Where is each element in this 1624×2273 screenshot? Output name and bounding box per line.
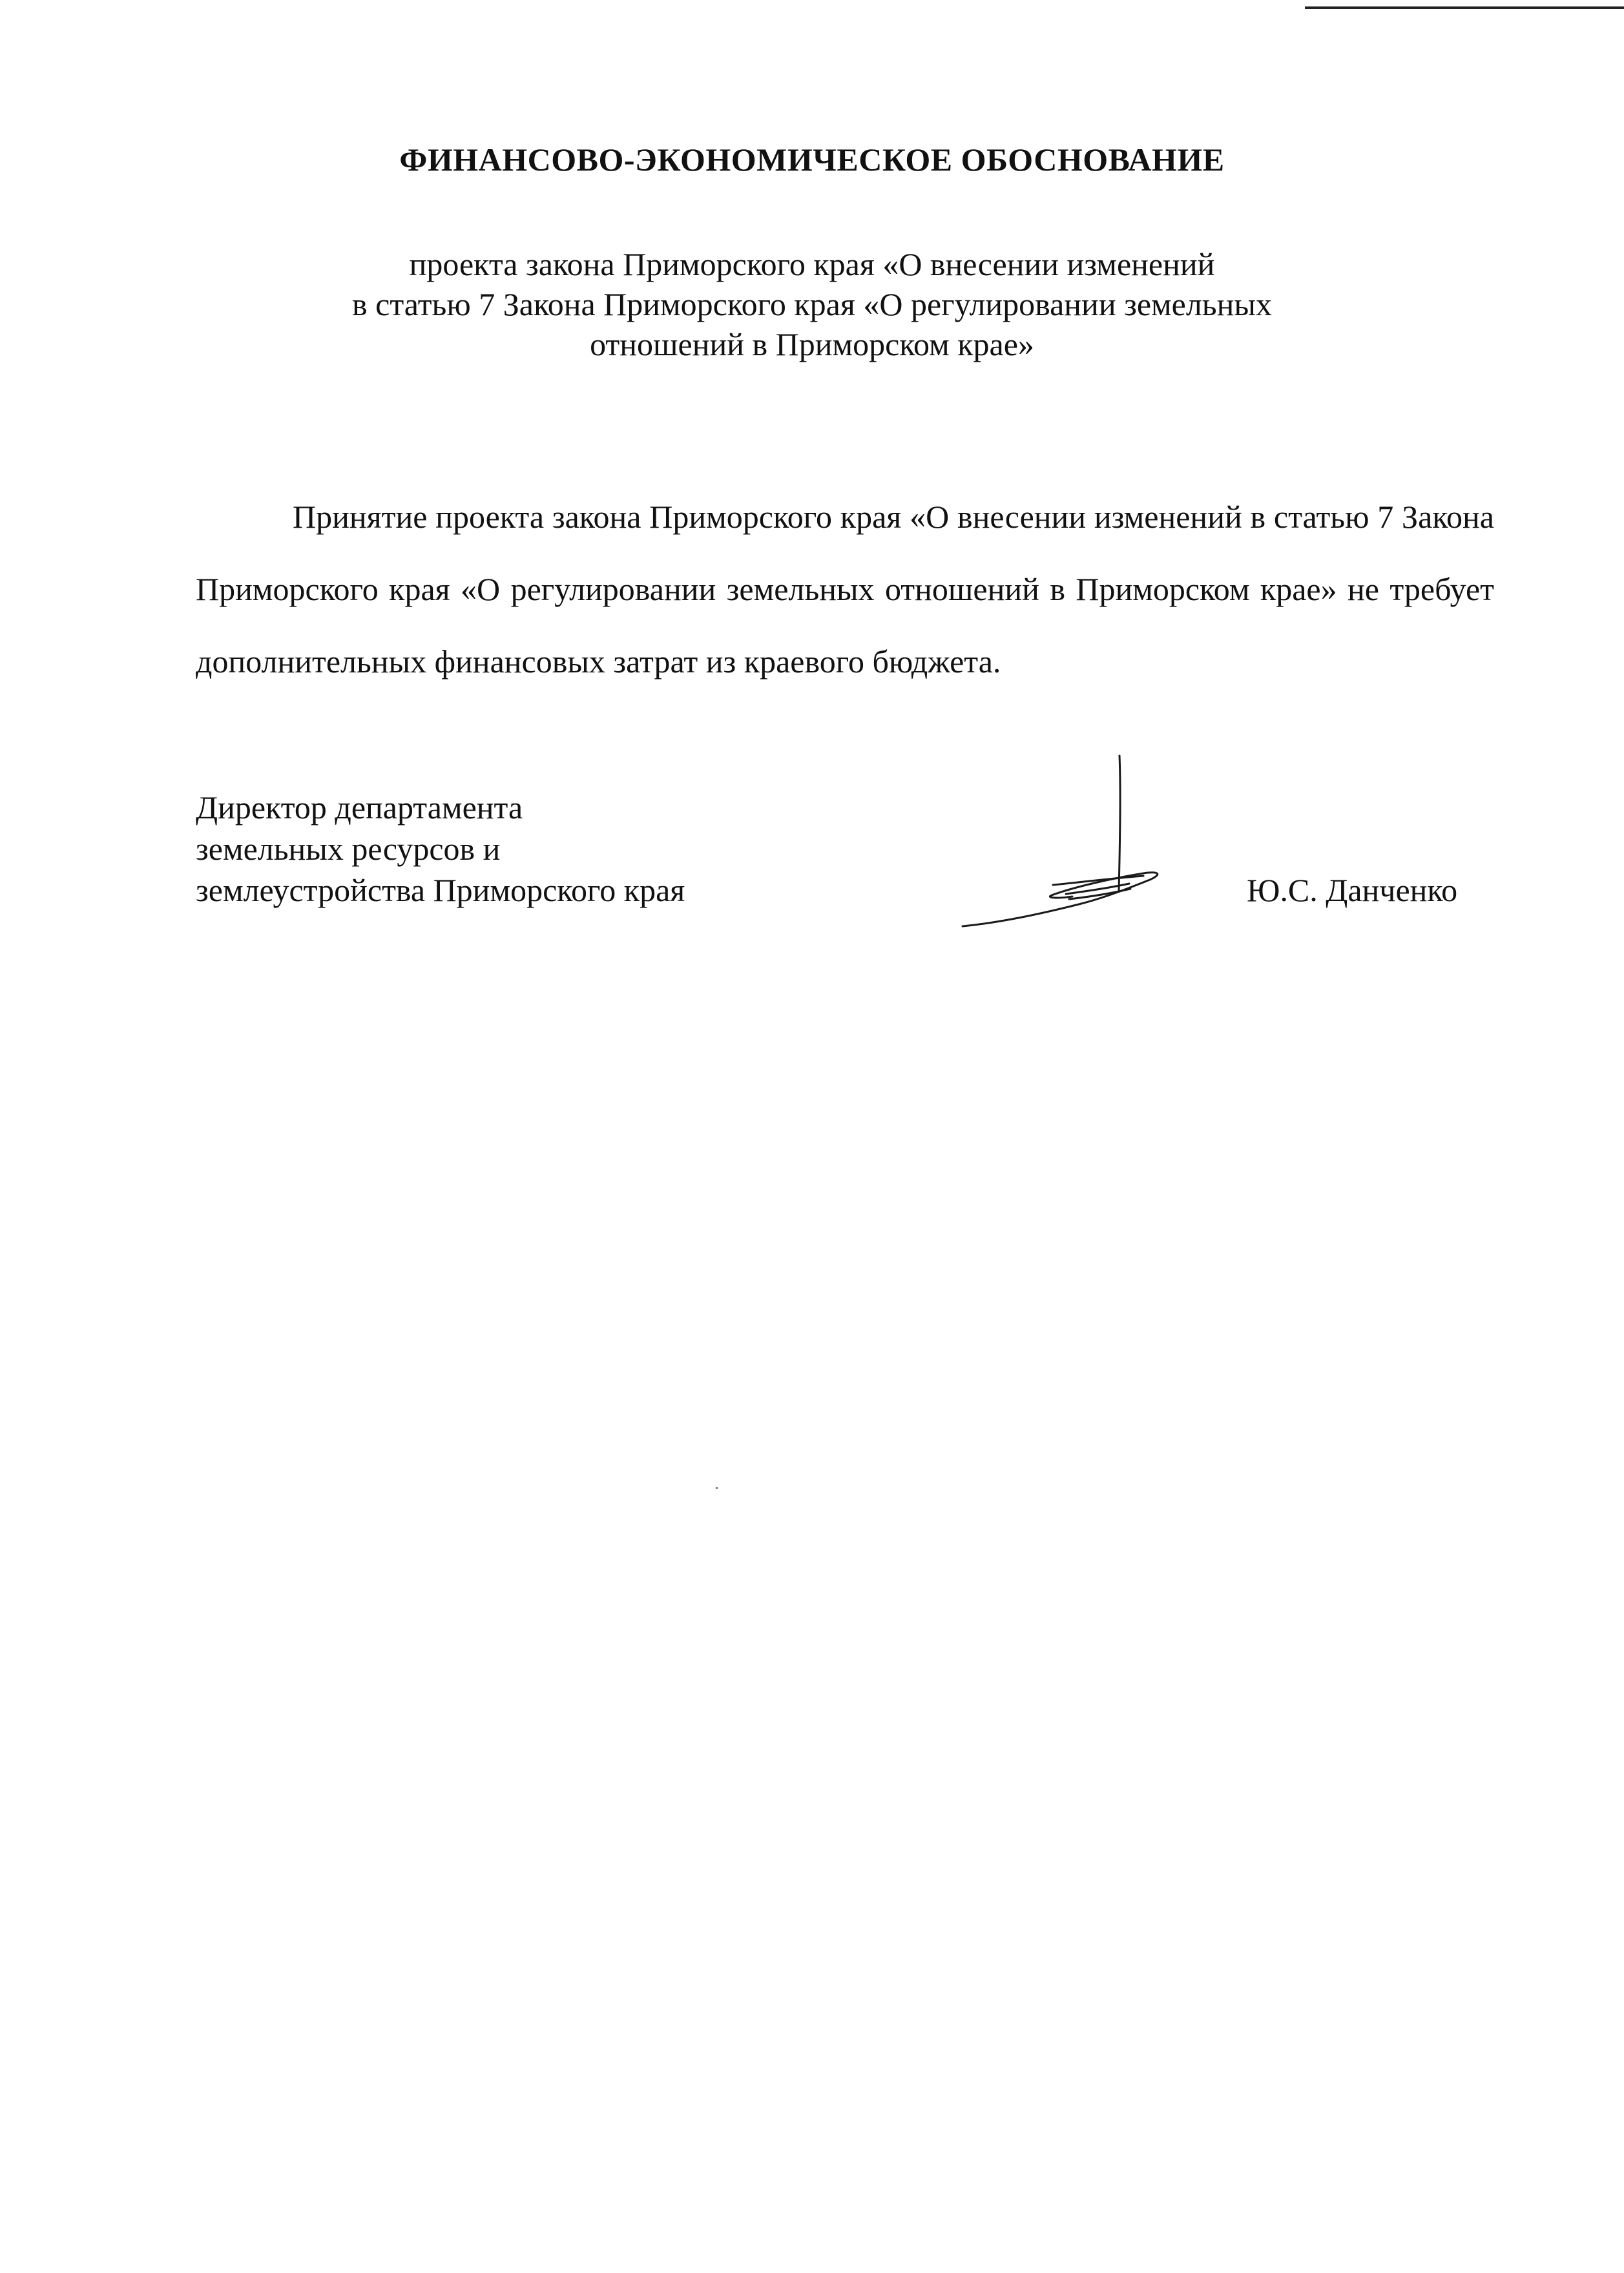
signer-position-line-2: земельных ресурсов и: [196, 831, 501, 867]
document-subtitle: [0, 244, 1624, 364]
handwritten-signature: [956, 749, 1189, 943]
signer-name: Ю.С. Данченко: [1247, 872, 1458, 908]
subtitle-line-3: отношений в Приморском крае»: [590, 326, 1034, 362]
body-paragraph: Принятие проекта закона Приморского края «О внесении изменений в статью 7 Закона Приморского края «О регулировании земельных отношений в Приморском крае» не требует дополнительных финансовых затрат из краевого бюджета.: [196, 499, 1494, 680]
subtitle-line-2: в статью 7 Закона Приморского края «О регулировании земельных: [352, 286, 1272, 322]
signer-position-line-3: землеустройства Приморского края: [196, 872, 685, 908]
document-title: ФИНАНСОВО-ЭКОНОМИЧЕСКОЕ ОБОСНОВАНИЕ: [399, 141, 1225, 178]
signer-position-line-1: Директор департамента: [196, 789, 523, 825]
subtitle-line-1: проекта закона Приморского края «О внесении изменений: [409, 246, 1215, 282]
scan-edge-line: [1305, 6, 1624, 9]
scan-speck: [716, 1487, 718, 1489]
signer-position: [196, 787, 685, 911]
